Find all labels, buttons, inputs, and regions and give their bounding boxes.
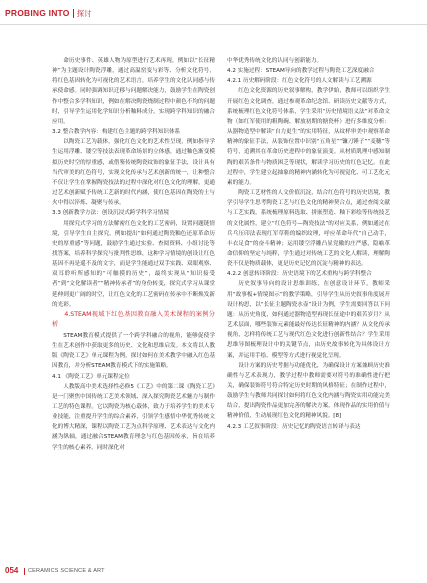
paragraph: 用探究式学习的方法解密红色文化的工艺密码，设置问题链情境，引导学生自主探究，例如提出“如何通过陶瓷釉色还原革命历史的厚重感”等问题，鼓励学生通过实验、查阅资料、小组讨论等找答案，培养科学探究与批判性思维，这种学习情境的创设让红色基因不再是遥不及的文字，而是学生能通过双手实践、双眼观察、双耳聆听所感知的“可触摸的历史”，最终实现从“知识接受者”到“文化解读者”“精神传承者”的身份转变，探究式学习从课堂延伸到更广阔的时空，让红色文化的工艺密码在传承中不断焕发新的光彩。	[52, 220, 215, 308]
page-number: 054	[5, 566, 19, 575]
header-section-en: PROBING INTO	[5, 8, 70, 18]
paragraph: 陶瓷工艺材性的人文价值沉淀，结合红色符号的历史语境，教学引导学生思考陶瓷工艺与红色文化的精神契合点，通过查阅文献与工艺实践，系统梳理原料选取、拼嵌塑造、釉下彩绘等传统技艺的文化属性，建立“红色符号—陶瓷技法”的对应关系，例如通过在兵乓压印法表现红军草鞋的编织纹理，呼应革命年代“自己动手，丰衣足食”的奋斗精神；运用镂空浮雕凸显党徽的庄严感，隐喻革命信仰的坚定与纯粹，学生通过对传统工艺的文化人解读，理解陶瓷不仅是物质载体，更是历史记忆的沉淀与精神的表达。	[227, 190, 390, 268]
left-column	[52, 56, 215, 453]
header-brand	[5, 6, 92, 20]
subsection-heading: 3.3 创新教学方法：创设沉浸式跨学科学习情境	[52, 210, 169, 217]
subsection-heading: 4.2.3 工艺叙事阶段：历史记忆的陶瓷语言转译与表达	[227, 423, 361, 430]
paragraph: 红色文化资源的历史叙事解构，教学伊始，教师可以组织学生开展红色文化调查，通过参观革命纪念馆、研读历史文献等方式，系统梳理红色文化符号体系，学生采用“历史情境语义法”对革命文物（如红军使用的粗陶碗、解放初期的搪瓷杯）进行多维度分析：从器物造型中解读“自力更生”的实用特征，从纹样审美中观察革命精神的象征手法，从装饰位置中识别“五角星”“镰刀锤子”“麦穗”等符号，追溯其在革命历史进程中的象征演变。从材质肌理中感知制陶的艰苦条件与物质困乏等现状，解读学习历史的红色记忆。在此过程中，学生建立起抽象的精神内涵转化为可视觉化、可工艺化元素的能力。	[227, 88, 390, 186]
section-heading: 4.STEAM视域下红色基因教育融入美术课程的案例分析	[52, 310, 215, 329]
page-header	[0, 0, 427, 24]
paragraph: 人教版高中美术选择性必修5《工艺》中的第二课《陶瓷工艺》是一门聚焦中国传统工艺美术领域、深入探究陶瓷艺术魅力与制作工艺的特色课程。它以陶瓷为核心载体，致力于培养学生的美术专业技能，注重提升学生的综合素养，引领学生感悟中华优秀传统文化的博大精深，课程以陶瓷工艺为点科学原理、艺术表达与文化内涵为纵轴，通过融合STEAM教育理念与红色基因传承，旨在培养学生的核心素养，同时深化对	[52, 383, 215, 451]
subsection-heading: 3.2 整合教学内容：构建红色主题的跨学科知识体系	[52, 129, 181, 136]
journal-name: CERAMICS SCIENCE & ART	[28, 568, 105, 574]
footer-divider	[24, 568, 25, 575]
paragraph: 以陶瓷工艺为载体，强化红色文化的艺术性呈现，例如指导学生运用浮雕、镂空等技法表现革命场景的立体感，通过釉色渐变模拟历史时空的厚重感，或借鉴传统陶瓷纹饰的象征手法，设计具有当代审美的红色符号，实现文化传承与艺术创新的统一，让种整合不仅让学生在掌握陶瓷技法的过程中深化对红色文化的理解，更通过艺术创新赋予传统工艺新的时代内涵，使红色基因在陶瓷的土与火中得以淬炼、凝聚与传承。	[52, 139, 215, 207]
paragraph: 中华优秀传统文化的认同与创新能力。	[227, 58, 323, 64]
subsection-heading: 4.2.2 创意转译阶段：历史语境下的艺术重构与跨学科整合	[227, 271, 372, 278]
subsection-heading: 4.2 实施过程：STEAM导向的教学过程与陶瓷工艺深度融合	[227, 68, 375, 75]
subsection-heading: 4.2.1 历史解码阶段：红色文化符号的人文解读与工艺溯源	[227, 78, 372, 85]
header-rule	[0, 24, 427, 25]
paragraph: STEAM教育模式提供了一个跨学科融合的视角，能够促使学生在艺术创作中获取更多的历史、文化和思维启发。本文将以人教版《陶瓷工艺》单元课程为例，探讨如何在美术教学中融入红色基因教育，并分析STEAM教育模式下的实施策略。	[52, 332, 215, 370]
page-footer	[0, 560, 427, 583]
subsection-heading: 4.1 《陶瓷工艺》单元课程定位	[52, 373, 130, 380]
header-divider	[73, 9, 74, 18]
paragraph: 历史叙事导向的设计思维训练，在创意设计环节，教师采用“故事板+情境图示”的教学策略，引导学生从历史叙事角度展开设计构思，以“长征主题陶瓷水壶”设计为例，学生需要回答以下问题：从历史角度，如何通过器物造型再现长征途中的艰苦岁月？从艺术层面，哪些装饰元素能最好传达长征精神的内涵？从文化传承视角，怎样将传统工艺与现代红色文化进行创新性结合？学生采用思维导图梳理设计中的关键节点，由历史故事转化为具体设计方案，并运用手绘、模型等方式进行视觉化呈现。	[227, 281, 390, 359]
header-section-cn: 探讨	[76, 8, 92, 18]
paragraph: 设计方案的历史考据与功能优化，为确保设计方案兼顾历史准确性与艺术表现力，教学过程中教师需要对符号的准确性进行把关，确保装饰符号符合特定历史时期的风格特征；在制作过程中，鼓励学生与教师共同探讨如何将红色文化内涵与陶瓷实用功能完美结合，提出陶瓷作品更加完善的解决方案，体现作品的实用价值与精神价值，生动展现红色文化的精神风貌。[8]	[227, 362, 390, 420]
paragraph: 命历史事件、英雄人物为原型进行艺术再现，例如以“长征精神”为主题设计陶瓷浮雕，通过高温窑变与彩等、分析文化符号，将红色基因转化为可视化的艺术语言，培养学生的文化认同感与传承使命感。同时强调知识迁移与问题解决能力，鼓励学生在陶瓷创作中整合多学科知识，例如在解决陶瓷烧制过程中颜色不均的问题时，引导学生运用化学知识分析釉料成分，实现跨学科知识的融合应用。	[52, 58, 215, 125]
right-column	[227, 56, 390, 432]
